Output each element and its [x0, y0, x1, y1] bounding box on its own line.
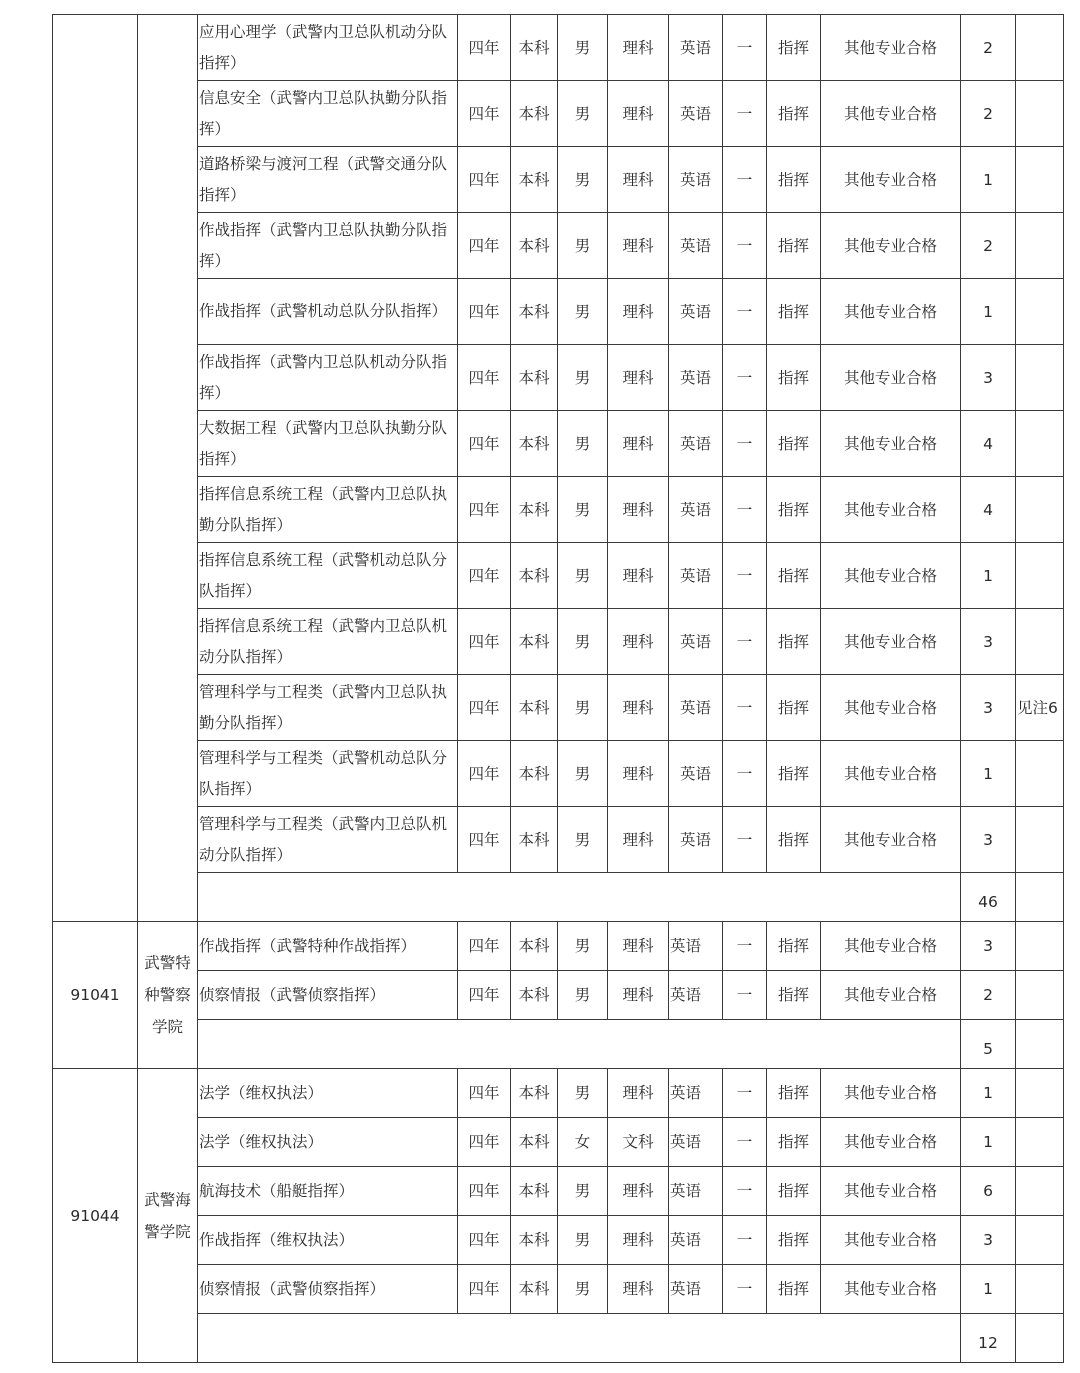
table-row: [53, 971, 1064, 1020]
years-cell: 四年: [458, 1167, 511, 1216]
requirement-cell: 其他专业合格: [821, 922, 961, 971]
language-cell: 英语: [669, 807, 723, 873]
batch-cell: 一: [723, 543, 767, 609]
requirement-cell: 其他专业合格: [821, 1216, 961, 1265]
note-cell: [1016, 345, 1064, 411]
type-cell: 指挥: [767, 971, 821, 1020]
batch-cell: 一: [723, 15, 767, 81]
years-cell: 四年: [458, 81, 511, 147]
subject-cell: 理科: [608, 741, 669, 807]
level-cell: 本科: [511, 1216, 558, 1265]
major-cell: 指挥信息系统工程（武警机动总队分队指挥）: [198, 543, 458, 609]
note-cell: [1016, 15, 1064, 81]
batch-cell: 一: [723, 147, 767, 213]
batch-cell: 一: [723, 1069, 767, 1118]
requirement-cell: 其他专业合格: [821, 213, 961, 279]
type-cell: 指挥: [767, 213, 821, 279]
type-cell: 指挥: [767, 279, 821, 345]
language-cell: 英语: [669, 1069, 723, 1118]
institution-code-cell: 91044: [53, 1069, 138, 1363]
level-cell: 本科: [511, 1069, 558, 1118]
type-cell: 指挥: [767, 15, 821, 81]
gender-cell: 男: [558, 15, 608, 81]
subject-cell: 理科: [608, 1265, 669, 1314]
note-cell: [1016, 543, 1064, 609]
gender-cell: 女: [558, 1118, 608, 1167]
language-cell: 英语: [669, 741, 723, 807]
major-cell: 管理科学与工程类（武警内卫总队执勤分队指挥）: [198, 675, 458, 741]
level-cell: 本科: [511, 675, 558, 741]
requirement-cell: 其他专业合格: [821, 411, 961, 477]
requirement-cell: 其他专业合格: [821, 279, 961, 345]
batch-cell: 一: [723, 1118, 767, 1167]
note-cell: [1016, 411, 1064, 477]
subject-cell: 理科: [608, 1167, 669, 1216]
type-cell: 指挥: [767, 741, 821, 807]
level-cell: 本科: [511, 147, 558, 213]
years-cell: 四年: [458, 922, 511, 971]
major-cell: 管理科学与工程类（武警机动总队分队指挥）: [198, 741, 458, 807]
type-cell: 指挥: [767, 477, 821, 543]
batch-cell: 一: [723, 81, 767, 147]
note-cell: [1016, 1216, 1064, 1265]
gender-cell: 男: [558, 741, 608, 807]
subject-cell: 理科: [608, 807, 669, 873]
type-cell: 指挥: [767, 1216, 821, 1265]
subtotal-note-cell: [1016, 1020, 1064, 1069]
requirement-cell: 其他专业合格: [821, 609, 961, 675]
subject-cell: 理科: [608, 15, 669, 81]
quota-cell: 2: [961, 81, 1016, 147]
language-cell: 英语: [669, 609, 723, 675]
level-cell: 本科: [511, 81, 558, 147]
requirement-cell: 其他专业合格: [821, 477, 961, 543]
table-row: [53, 15, 1064, 81]
years-cell: 四年: [458, 477, 511, 543]
years-cell: 四年: [458, 279, 511, 345]
language-cell: 英语: [669, 477, 723, 543]
language-cell: 英语: [669, 1265, 723, 1314]
quota-cell: 4: [961, 477, 1016, 543]
type-cell: 指挥: [767, 147, 821, 213]
table-row: [53, 411, 1064, 477]
quota-cell: 2: [961, 15, 1016, 81]
language-cell: 英语: [669, 543, 723, 609]
years-cell: 四年: [458, 609, 511, 675]
note-cell: [1016, 609, 1064, 675]
gender-cell: 男: [558, 807, 608, 873]
table-row: [53, 609, 1064, 675]
major-cell: 作战指挥（武警内卫总队执勤分队指挥）: [198, 213, 458, 279]
quota-cell: 1: [961, 279, 1016, 345]
years-cell: 四年: [458, 675, 511, 741]
subtotal-row: [53, 873, 1064, 922]
table-row: [53, 1167, 1064, 1216]
level-cell: 本科: [511, 741, 558, 807]
level-cell: 本科: [511, 279, 558, 345]
batch-cell: 一: [723, 609, 767, 675]
gender-cell: 男: [558, 477, 608, 543]
level-cell: 本科: [511, 1265, 558, 1314]
gender-cell: 男: [558, 1167, 608, 1216]
major-cell: 作战指挥（武警特种作战指挥）: [198, 922, 458, 971]
table-row: [53, 675, 1064, 741]
quota-cell: 2: [961, 971, 1016, 1020]
note-cell: [1016, 1265, 1064, 1314]
table-row: [53, 345, 1064, 411]
quota-cell: 4: [961, 411, 1016, 477]
level-cell: 本科: [511, 345, 558, 411]
major-cell: 指挥信息系统工程（武警内卫总队执勤分队指挥）: [198, 477, 458, 543]
major-cell: 信息安全（武警内卫总队执勤分队指挥）: [198, 81, 458, 147]
subtotal-note-cell: [1016, 1314, 1064, 1363]
subtotal-row: [53, 1314, 1064, 1363]
batch-cell: 一: [723, 279, 767, 345]
level-cell: 本科: [511, 1118, 558, 1167]
subject-cell: 理科: [608, 922, 669, 971]
major-cell: 侦察情报（武警侦察指挥）: [198, 1265, 458, 1314]
quota-cell: 3: [961, 675, 1016, 741]
table-row: [53, 1118, 1064, 1167]
requirement-cell: 其他专业合格: [821, 1069, 961, 1118]
subject-cell: 理科: [608, 1069, 669, 1118]
language-cell: 英语: [669, 1167, 723, 1216]
requirement-cell: 其他专业合格: [821, 1265, 961, 1314]
gender-cell: 男: [558, 81, 608, 147]
subtotal-blank-cell: [198, 1020, 961, 1069]
batch-cell: 一: [723, 675, 767, 741]
note-cell: [1016, 147, 1064, 213]
gender-cell: 男: [558, 147, 608, 213]
note-cell: [1016, 213, 1064, 279]
quota-cell: 1: [961, 741, 1016, 807]
gender-cell: 男: [558, 675, 608, 741]
major-cell: 道路桥梁与渡河工程（武警交通分队指挥）: [198, 147, 458, 213]
note-cell: [1016, 741, 1064, 807]
language-cell: 英语: [669, 971, 723, 1020]
note-cell: [1016, 477, 1064, 543]
major-cell: 作战指挥（维权执法）: [198, 1216, 458, 1265]
note-cell: [1016, 807, 1064, 873]
years-cell: 四年: [458, 1069, 511, 1118]
subject-cell: 理科: [608, 345, 669, 411]
subtotal-quota-cell: 5: [961, 1020, 1016, 1069]
table-row: [53, 543, 1064, 609]
major-cell: 法学（维权执法）: [198, 1069, 458, 1118]
note-cell: [1016, 1167, 1064, 1216]
quota-cell: 3: [961, 807, 1016, 873]
admission-plan-table: [52, 14, 1064, 1363]
gender-cell: 男: [558, 345, 608, 411]
quota-cell: 3: [961, 345, 1016, 411]
batch-cell: 一: [723, 477, 767, 543]
level-cell: 本科: [511, 543, 558, 609]
level-cell: 本科: [511, 15, 558, 81]
major-cell: 应用心理学（武警内卫总队机动分队指挥）: [198, 15, 458, 81]
note-cell: [1016, 1069, 1064, 1118]
language-cell: 英语: [669, 279, 723, 345]
quota-cell: 1: [961, 147, 1016, 213]
subtotal-quota-cell: 12: [961, 1314, 1016, 1363]
quota-cell: 6: [961, 1167, 1016, 1216]
years-cell: 四年: [458, 971, 511, 1020]
subtotal-quota-cell: 46: [961, 873, 1016, 922]
table-row: [53, 807, 1064, 873]
subject-cell: 理科: [608, 609, 669, 675]
note-cell: [1016, 1118, 1064, 1167]
institution-name-cell: 武警海警学院: [138, 1069, 198, 1363]
institution-code-cell: 91041: [53, 922, 138, 1069]
table-row: [53, 922, 1064, 971]
institution-name-cell: 武警特种警察学院: [138, 922, 198, 1069]
language-cell: 英语: [669, 345, 723, 411]
gender-cell: 男: [558, 213, 608, 279]
major-cell: 管理科学与工程类（武警内卫总队机动分队指挥）: [198, 807, 458, 873]
level-cell: 本科: [511, 1167, 558, 1216]
major-cell: 航海技术（船艇指挥）: [198, 1167, 458, 1216]
subject-cell: 理科: [608, 543, 669, 609]
subject-cell: 理科: [608, 213, 669, 279]
note-cell: 见注6: [1016, 675, 1064, 741]
years-cell: 四年: [458, 411, 511, 477]
subject-cell: 理科: [608, 971, 669, 1020]
language-cell: 英语: [669, 922, 723, 971]
language-cell: 英语: [669, 1216, 723, 1265]
institution-code-cell: [53, 15, 138, 922]
level-cell: 本科: [511, 213, 558, 279]
batch-cell: 一: [723, 1265, 767, 1314]
subject-cell: 理科: [608, 675, 669, 741]
type-cell: 指挥: [767, 1167, 821, 1216]
major-cell: 作战指挥（武警内卫总队机动分队指挥）: [198, 345, 458, 411]
table-row: [53, 279, 1064, 345]
type-cell: 指挥: [767, 1265, 821, 1314]
quota-cell: 1: [961, 1069, 1016, 1118]
subtotal-blank-cell: [198, 1314, 961, 1363]
level-cell: 本科: [511, 609, 558, 675]
requirement-cell: 其他专业合格: [821, 543, 961, 609]
table-row: [53, 81, 1064, 147]
major-cell: 作战指挥（武警机动总队分队指挥）: [198, 279, 458, 345]
gender-cell: 男: [558, 609, 608, 675]
years-cell: 四年: [458, 741, 511, 807]
gender-cell: 男: [558, 1069, 608, 1118]
table-row: [53, 1069, 1064, 1118]
requirement-cell: 其他专业合格: [821, 971, 961, 1020]
institution-name-cell: [138, 15, 198, 922]
language-cell: 英语: [669, 213, 723, 279]
gender-cell: 男: [558, 1216, 608, 1265]
major-cell: 侦察情报（武警侦察指挥）: [198, 971, 458, 1020]
type-cell: 指挥: [767, 81, 821, 147]
requirement-cell: 其他专业合格: [821, 81, 961, 147]
level-cell: 本科: [511, 807, 558, 873]
requirement-cell: 其他专业合格: [821, 147, 961, 213]
batch-cell: 一: [723, 741, 767, 807]
years-cell: 四年: [458, 15, 511, 81]
note-cell: [1016, 922, 1064, 971]
years-cell: 四年: [458, 213, 511, 279]
quota-cell: 3: [961, 922, 1016, 971]
major-cell: 指挥信息系统工程（武警内卫总队机动分队指挥）: [198, 609, 458, 675]
major-cell: 法学（维权执法）: [198, 1118, 458, 1167]
quota-cell: 3: [961, 1216, 1016, 1265]
quota-cell: 3: [961, 609, 1016, 675]
subject-cell: 文科: [608, 1118, 669, 1167]
subject-cell: 理科: [608, 279, 669, 345]
quota-cell: 1: [961, 1118, 1016, 1167]
gender-cell: 男: [558, 543, 608, 609]
gender-cell: 男: [558, 1265, 608, 1314]
subject-cell: 理科: [608, 477, 669, 543]
batch-cell: 一: [723, 807, 767, 873]
major-cell: 大数据工程（武警内卫总队执勤分队指挥）: [198, 411, 458, 477]
gender-cell: 男: [558, 411, 608, 477]
level-cell: 本科: [511, 922, 558, 971]
language-cell: 英语: [669, 1118, 723, 1167]
requirement-cell: 其他专业合格: [821, 345, 961, 411]
table-row: [53, 1216, 1064, 1265]
subject-cell: 理科: [608, 1216, 669, 1265]
requirement-cell: 其他专业合格: [821, 741, 961, 807]
subject-cell: 理科: [608, 147, 669, 213]
language-cell: 英语: [669, 411, 723, 477]
batch-cell: 一: [723, 345, 767, 411]
type-cell: 指挥: [767, 922, 821, 971]
note-cell: [1016, 81, 1064, 147]
subtotal-note-cell: [1016, 873, 1064, 922]
years-cell: 四年: [458, 1265, 511, 1314]
requirement-cell: 其他专业合格: [821, 675, 961, 741]
subject-cell: 理科: [608, 411, 669, 477]
gender-cell: 男: [558, 971, 608, 1020]
quota-cell: 2: [961, 213, 1016, 279]
batch-cell: 一: [723, 411, 767, 477]
subject-cell: 理科: [608, 81, 669, 147]
gender-cell: 男: [558, 922, 608, 971]
table-row: [53, 213, 1064, 279]
type-cell: 指挥: [767, 411, 821, 477]
batch-cell: 一: [723, 1167, 767, 1216]
years-cell: 四年: [458, 807, 511, 873]
requirement-cell: 其他专业合格: [821, 1118, 961, 1167]
years-cell: 四年: [458, 147, 511, 213]
level-cell: 本科: [511, 411, 558, 477]
type-cell: 指挥: [767, 675, 821, 741]
batch-cell: 一: [723, 1216, 767, 1265]
type-cell: 指挥: [767, 807, 821, 873]
table-row: [53, 1265, 1064, 1314]
language-cell: 英语: [669, 81, 723, 147]
table-row: [53, 147, 1064, 213]
requirement-cell: 其他专业合格: [821, 1167, 961, 1216]
quota-cell: 1: [961, 543, 1016, 609]
batch-cell: 一: [723, 213, 767, 279]
note-cell: [1016, 279, 1064, 345]
language-cell: 英语: [669, 147, 723, 213]
language-cell: 英语: [669, 15, 723, 81]
subtotal-blank-cell: [198, 873, 961, 922]
type-cell: 指挥: [767, 345, 821, 411]
gender-cell: 男: [558, 279, 608, 345]
note-cell: [1016, 971, 1064, 1020]
years-cell: 四年: [458, 1118, 511, 1167]
level-cell: 本科: [511, 971, 558, 1020]
batch-cell: 一: [723, 971, 767, 1020]
language-cell: 英语: [669, 675, 723, 741]
level-cell: 本科: [511, 477, 558, 543]
table-row: [53, 477, 1064, 543]
table-row: [53, 741, 1064, 807]
quota-cell: 1: [961, 1265, 1016, 1314]
type-cell: 指挥: [767, 543, 821, 609]
type-cell: 指挥: [767, 1069, 821, 1118]
type-cell: 指挥: [767, 609, 821, 675]
subtotal-row: [53, 1020, 1064, 1069]
requirement-cell: 其他专业合格: [821, 15, 961, 81]
batch-cell: 一: [723, 922, 767, 971]
years-cell: 四年: [458, 1216, 511, 1265]
years-cell: 四年: [458, 345, 511, 411]
years-cell: 四年: [458, 543, 511, 609]
requirement-cell: 其他专业合格: [821, 807, 961, 873]
type-cell: 指挥: [767, 1118, 821, 1167]
table-body: [53, 15, 1064, 1363]
